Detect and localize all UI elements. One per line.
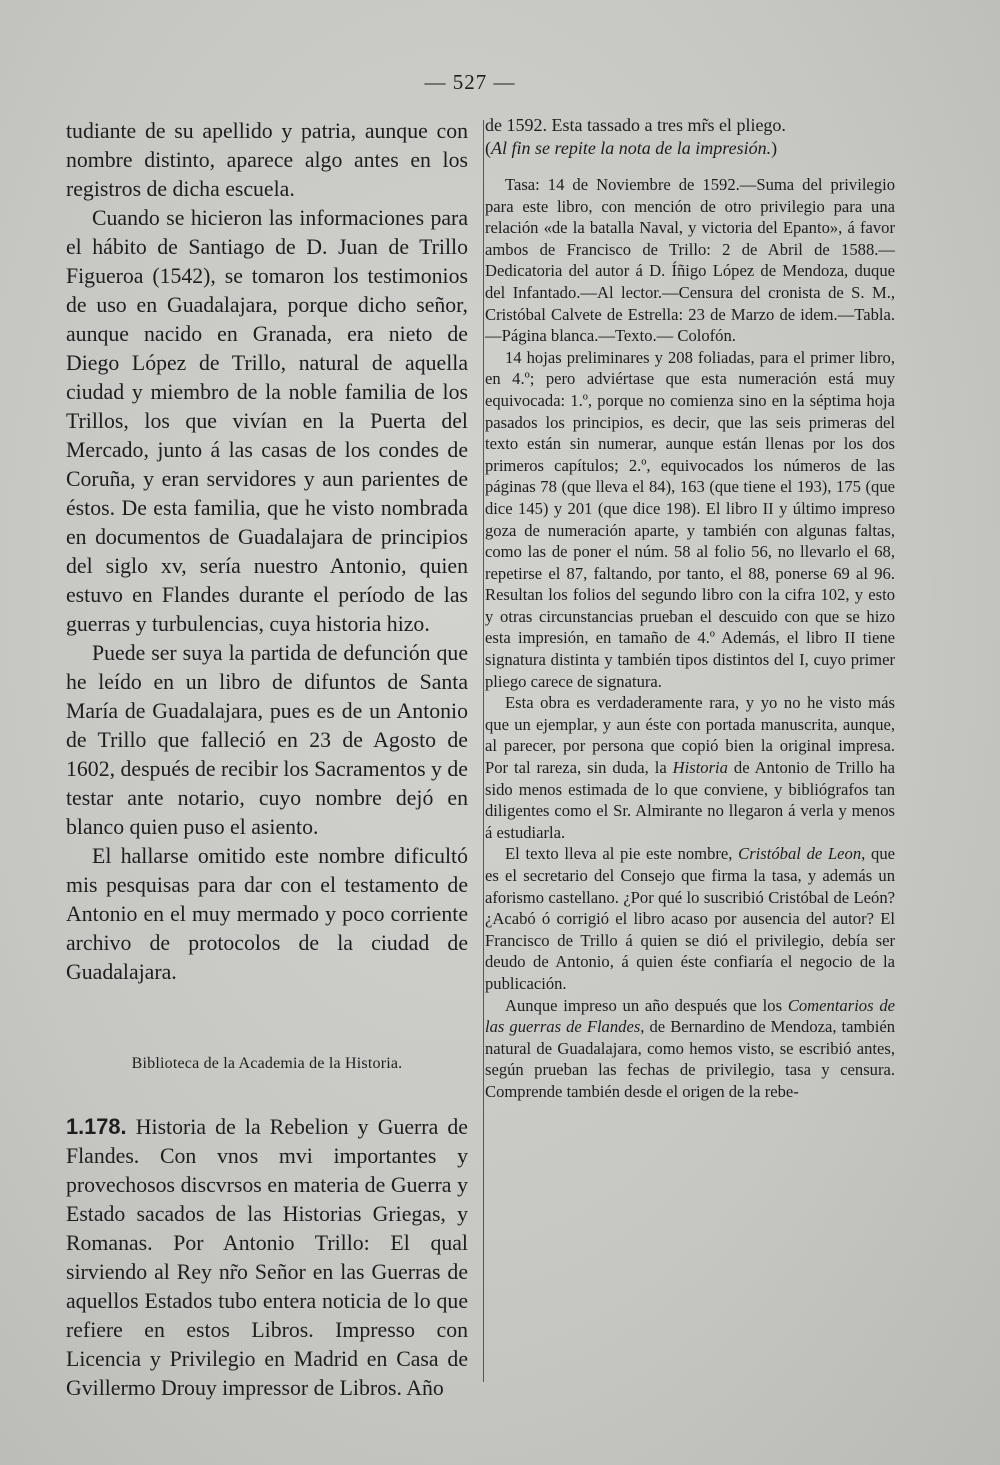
italic-title: Historia <box>672 758 728 778</box>
catalog-entry <box>66 1112 468 1403</box>
left-column <box>66 117 468 1403</box>
imprint-note-text: Al fin se repite la nota de la impresión. <box>491 138 772 158</box>
text-span: , que es el secretario del Consejo que firma la tasa, y además un aforismo castellano. ¿Por qué lo suscribió Cristóbal de León? ¿Acabó ó corrigió el libro acaso por ausencia del autor? El Francisco de Trillo á quien se dió el privilegio, debía ser deudo de Antonio, á quien éste confiaría el negocio de la publicación. <box>485 844 895 993</box>
paragraph-rara <box>485 692 895 843</box>
text-span: , de Bernardino de Mendoza, también natural de Guadalajara, como hemos visto, se escribió antes, según prueban las fechas de privilegio, tasa y censura. Comprende también desde el origen de la rebe- <box>485 1017 896 1101</box>
paragraph-texto <box>485 843 895 994</box>
italic-title: Comentarios de las guerras de Flandes <box>485 995 895 1037</box>
imprint-note: (Al fin se repite la nota de la impresión.) <box>485 138 778 158</box>
imprint-continuation: de 1592. Esta tassado a tres mr̃s el pliego. <box>485 115 786 135</box>
paragraph-tasa: Tasa: 14 de Noviembre de 1592.—Suma del privilegio para este libro, con mención de otro privilegio para una relación «de la batalla Naval, y victoria del Epanto», á favor ambos de Francisco de Trillo: 2 de Abril de 1588.—Dedicatoria del autor á D. Íñigo López de Mendoza, duque del Infantado.—Al lector.—Censura del cronista de S. M., Cristóbal Calvete de Estrella: 23 de Marzo de idem.—Tabla.—Página blanca.—Texto.— Colofón. <box>485 175 895 346</box>
paragraph-informaciones: Cuando se hicieron las informaciones para el hábito de Santiago de D. Juan de Trillo Figueroa (1542), se tomaron los testimonios de uso en Guadalajara, porque dicho señor, aunque nacido en Granada, era nieto de Diego López de Trillo, natural de aquella ciudad y miembro de la noble familia de los Trillos, los que vivían en la Puerta del Mercado, junto á las casas de los condes de Coruña, y eran servidores y aun parientes de éstos. De esta familia, que he visto nombrada en documentos de Guadalajara de principios del siglo xv, sería nuestro Antonio, quien estuvo en Flandes durante el período de las guerras y turbulencias, cuya historia hizo. <box>66 206 468 636</box>
paragraph-continuation: tudiante de su apellido y patria, aunque con nombre distinto, aparece algo antes en los registros de dicha escuela. <box>66 119 468 201</box>
library-heading: Biblioteca de la Academia de la Historia. <box>131 1055 403 1072</box>
paragraph-aunque <box>485 995 895 1103</box>
text-span: El texto lleva al pie este nombre, <box>505 844 739 864</box>
paragraph-hallarse: El hallarse omitido este nombre dificultó mis pesquisas para dar con el testamento de Antonio en el muy mermado y poco corriente archivo de protocolos de la ciudad de Guadalajara. <box>66 844 468 984</box>
text-span: de Antonio de Trillo ha sido menos estimada de lo que conviene, y bibliógrafos tan diligentes como el Sr. Almirante no llegaron á verla y menos á estudiarla. <box>485 758 895 842</box>
page-number: — 527 — <box>424 70 516 94</box>
text-span: Aunque impreso un año después que los <box>505 995 788 1015</box>
entry-number: 1.178. <box>66 1114 127 1139</box>
italic-name: Cristóbal de Leon <box>738 844 862 864</box>
paragraph-defuncion: Puede ser suya la partida de defunción que he leído en un libro de difuntos de Santa María de Guadalajara, pues es de un Antonio de Trillo que falleció en 23 de Agosto de 1602, después de recibir los Sacramentos y de testar ante notario, cuyo nombre dejó en blanco quien puso el asiento. <box>66 641 468 839</box>
column-divider <box>483 120 484 1382</box>
right-column <box>485 114 895 1103</box>
paragraph-hojas: 14 hojas preliminares y 208 foliadas, para el primer libro, en 4.º; pero adviértase que esta numeración está muy equivocada: 1.º, porque no comienza sino en la séptima hoja pasados los principios, es decir, que las seis primeras del texto están sin numerar, aunque están llenas por los dos primeros capítulos; 2.º, equivocados los números de las páginas 78 (que lleva el 84), 163 (que tiene el 193), 175 (que dice 145) y 201 (que dice 198). El libro II y último impreso goza de numeración aparte, y también con algunas faltas, como las de poner el núm. 58 al folio 56, no llevarlo el 68, repetirse el 87, faltando, por tanto, el 88, ponerse 69 al 96. Resultan los folios del segundo libro con la cifra 102, y esto y otras circunstancias prueban el descuido con que se hizo esta impresión, en tamaño de 4.º Además, el libro II tiene signatura distinta y también tipos distintos del I, cuyo primer pliego carece de signatura. <box>485 347 895 691</box>
text-span: Esta obra es verdaderamente rara, y yo no he visto más que un ejemplar, y aun éste con portada manuscrita, aunque, al parecer, por persona que copió bien la original impresa. Por tal rareza, sin duda, la <box>485 693 895 778</box>
entry-title: Historia de la Rebelion y Guerra de Flandes. Con vnos mvi importantes y provechosos discvrsos en materia de Guerra y Estado sacados de las Historias Griegas, y Romanas. Por Antonio Trillo: El qual sirviendo al Rey nr̃o Señor en las Guerras de aquellos Estados tubo entera noticia de lo que refiere en estos Libros. Impresso con Licencia y Privilegio en Madrid en Casa de Gvillermo Drouy impressor de Libros. Año <box>66 1115 468 1400</box>
